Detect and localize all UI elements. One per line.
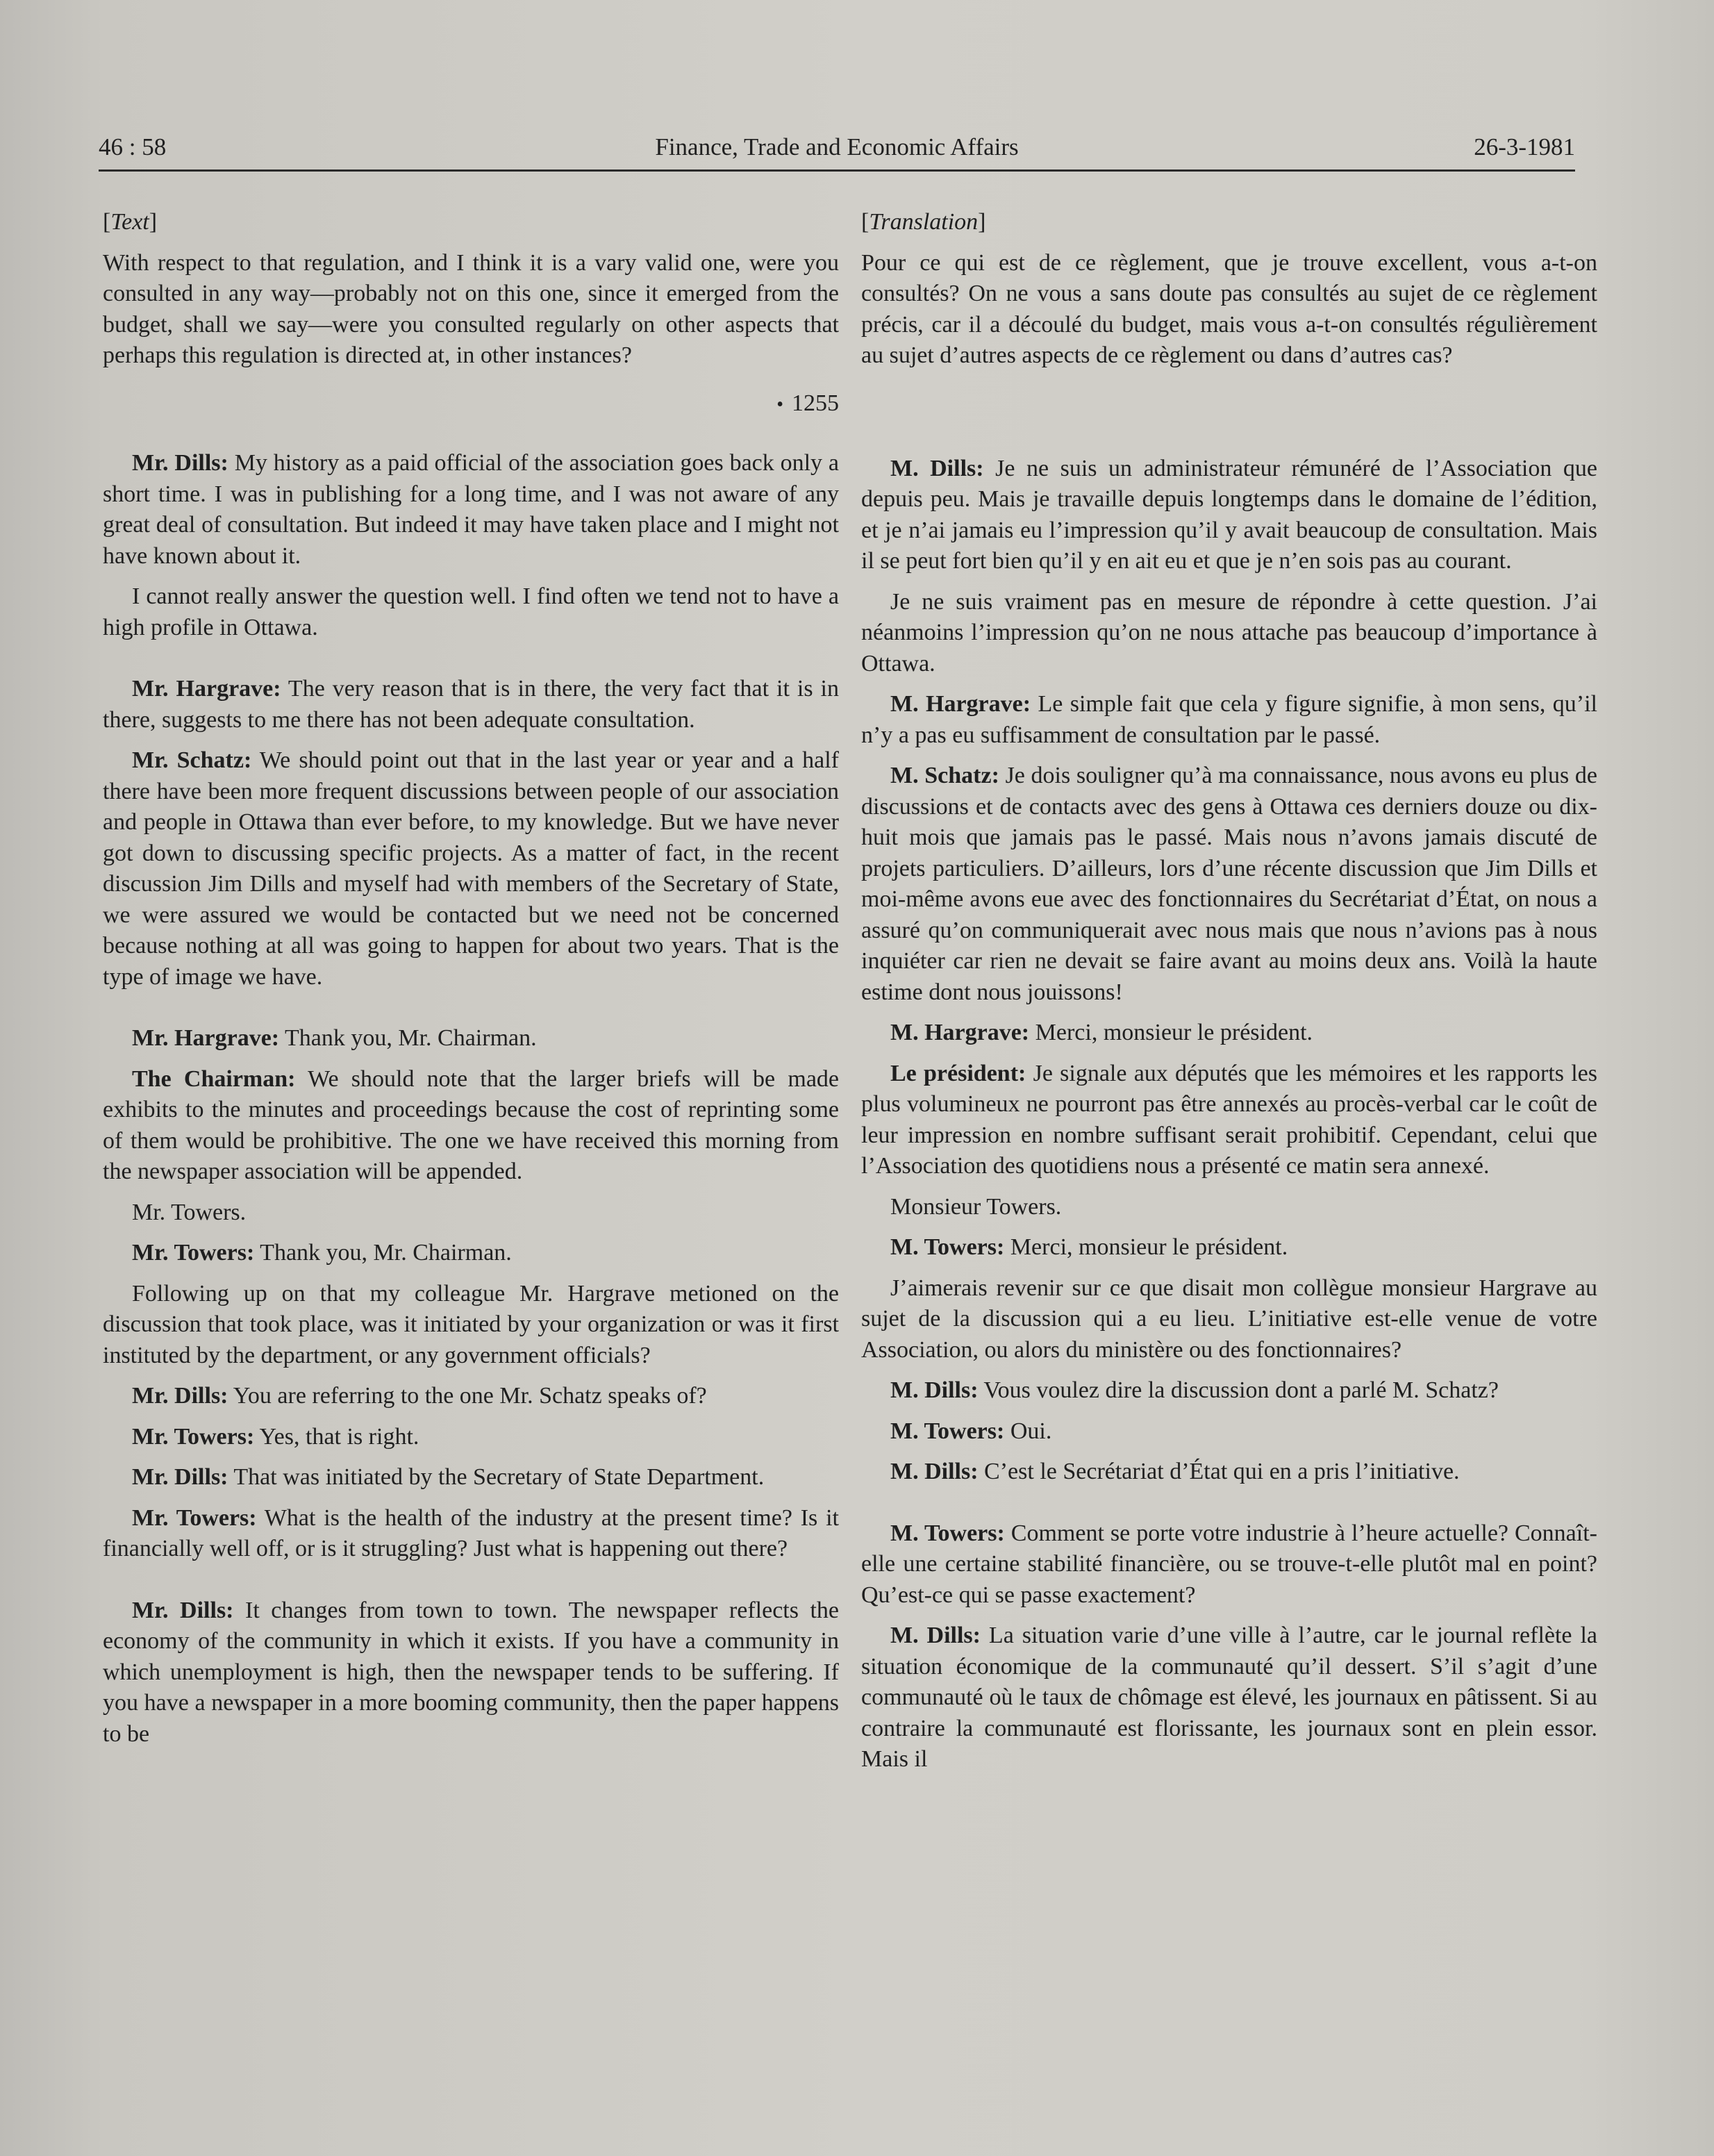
paragraph <box>103 1381 839 1412</box>
paragraph <box>861 1375 1597 1407</box>
paragraph: Monsieur Towers. <box>890 1193 1062 1220</box>
speaker-name: Mr. Dills: <box>132 1597 234 1623</box>
speaker-name: M. Hargrave: <box>890 691 1031 717</box>
speech-text: Thank you, Mr. Chairman. <box>279 1025 537 1051</box>
paragraph <box>861 1457 1597 1488</box>
speech-text: Merci, monsieur le président. <box>1004 1234 1288 1260</box>
paragraph: Je ne suis vraiment pas en mesure de répondre à cette question. J’ai néanmoins l’impression qu’on ne nous attache pas beaucoup d’importance à Ottawa. <box>861 588 1597 677</box>
paragraph <box>861 1416 1597 1448</box>
paragraph <box>103 1462 839 1493</box>
speech-text: You are referring to the one Mr. Schatz speaks of? <box>228 1383 707 1409</box>
speaker-name: Mr. Towers: <box>132 1423 255 1450</box>
speaker-name: M. Dills: <box>890 1459 979 1484</box>
paragraph <box>861 1620 1597 1775</box>
paragraph <box>861 1018 1597 1049</box>
section-tag: [Translation] <box>861 209 986 235</box>
paragraph: With respect to that regulation, and I think it is a vary valid one, were you consulted in any way—probably not on this one, since it emerged from the budget, shall we say—were you consulted regularly on other aspects that perhaps this regulation is directed at, in other instances? <box>103 249 839 368</box>
paragraph <box>861 1059 1597 1182</box>
speech-text: Oui. <box>1004 1418 1052 1444</box>
paragraph <box>103 1023 839 1054</box>
paragraph <box>103 448 839 572</box>
speech-text: Thank you, Mr. Chairman. <box>254 1240 512 1266</box>
speaker-name: Mr. Dills: <box>132 1383 228 1409</box>
paragraph: J’aimerais revenir sur ce que disait mon collègue monsieur Hargrave au sujet de la discussion qui a eu lieu. L’initiative est-elle venue de votre Association, ou alors du ministère ou des fonctionnaires? <box>861 1275 1597 1363</box>
speaker-name: Mr. Dills: <box>132 1464 228 1490</box>
speaker-name: M. Towers: <box>890 1520 1005 1546</box>
speaker-name: Mr. Hargrave: <box>132 1025 280 1051</box>
speech-text: Comment se porte votre industrie à l’heure actuelle? Connaît-elle une certaine stabilité financière, ou se trouve-t-elle plutôt mal en point? Qu’est-ce qui se passe exactement? <box>861 1520 1597 1608</box>
speech-text: My history as a paid official of the association goes back only a short time. I was in publishing for a long time, and I was not aware of any great deal of consultation. But indeed it may have taken place and I might not have known about it. <box>103 450 839 569</box>
speech-text: Je ne suis un administrateur rémunéré de l’Association que depuis peu. Mais je travaille depuis longtemps dans le domaine de l’édition, et je n’ai jamais eu l’impression qu’il y avait beaucoup de consultation. Mais il se peut fort bien qu’il y en ait eu et que je n’en sois pas au courant. <box>861 455 1597 574</box>
page-reference: 46 : 58 <box>99 133 167 160</box>
paragraph <box>103 1595 839 1750</box>
speech-text: Je dois souligner qu’à ma connaissance, nous avons eu plus de discussions et de contacts avec des gens à Ottawa ces derniers douze ou dix-huit mois que jamais pas le passé. Mais nous n’avons jamais discuté de projets particuliers. D’ailleurs, lors d’une récente discussion que Jim Dills et moi-même avons eue avec des fonctionnaires du Secrétariat d’État, on nous a assuré qu’on communiquerait avec nous mais que nous n’avions pas à nous inquiéter car rien ne devait se faire avant au moins deux ans. Voilà la haute estime dont nous jouissons! <box>861 763 1597 1005</box>
paragraph <box>103 674 839 736</box>
speech-text: C’est le Secrétariat d’État qui en a pris l’initiative. <box>978 1459 1460 1484</box>
speaker-name: Mr. Dills: <box>132 450 228 476</box>
speech-text: The very reason that is in there, the very fact that it is in there, suggests to me there has not been adequate consultation. <box>103 676 839 733</box>
speaker-name: Le président: <box>890 1060 1026 1086</box>
french-column <box>861 207 1597 1785</box>
speech-text: We should point out that in the last year or year and a half there have been more frequent discussions between people of our association and people in Ottawa than ever before, to my knowledge. But we have never got down to discussing specific projects. As a matter of fact, in the recent discussion Jim Dills and myself had with members of the Secretary of State, we were assured we would be contacted but we need not be concerned because nothing at all was going to happen for about two years. That is the type of image we have. <box>103 747 839 990</box>
speech-text: Le simple fait que cela y figure signifie, à mon sens, qu’il n’y a pas eu suffisamment de consultation par le passé. <box>861 691 1597 748</box>
section-tag-label: Translation <box>869 209 979 235</box>
english-column <box>103 207 839 1759</box>
paragraph: Mr. Towers. <box>132 1199 247 1225</box>
paragraph <box>861 1518 1597 1611</box>
speaker-name: M. Towers: <box>890 1418 1005 1444</box>
bullet-icon: • <box>776 393 783 415</box>
paragraph <box>103 745 839 993</box>
paragraph <box>103 1238 839 1269</box>
section-tag: [Text] <box>103 209 158 235</box>
speaker-name: M. Hargrave: <box>890 1020 1030 1045</box>
paragraph <box>103 1422 839 1453</box>
speaker-name: M. Schatz: <box>890 763 999 788</box>
speaker-name: M. Towers: <box>890 1234 1005 1260</box>
speech-text: That was initiated by the Secretary of State Department. <box>228 1464 765 1490</box>
paragraph <box>103 1503 839 1565</box>
speaker-name: The Chairman: <box>132 1065 296 1092</box>
speaker-name: M. Dills: <box>890 455 984 481</box>
paragraph <box>861 689 1597 751</box>
timecode-value: 1255 <box>792 390 839 416</box>
timecode <box>103 388 839 421</box>
sitting-date: 26-3-1981 <box>1474 133 1575 160</box>
speaker-name: M. Dills: <box>890 1377 979 1403</box>
paragraph <box>103 1064 839 1188</box>
speaker-name: Mr. Hargrave: <box>132 676 281 702</box>
speaker-name: M. Dills: <box>890 1623 981 1648</box>
speaker-name: Mr. Schatz: <box>132 747 252 773</box>
speech-text: Je signale aux députés que les mémoires et les rapports les plus volumineux ne pourront pas être annexés au procès-verbal car le coût de leur impression en nombre suffisant serait prohibitif. Cependant, celui que l’Association des quotidiens nous a présenté ce matin sera annexé. <box>861 1060 1598 1179</box>
speech-text: Merci, monsieur le président. <box>1029 1020 1313 1045</box>
paragraph <box>861 1232 1597 1263</box>
speech-text: What is the health of the industry at the present time? Is it financially well off, or is it struggling? Just what is happening out there? <box>103 1504 839 1561</box>
speaker-name: Mr. Towers: <box>132 1240 255 1266</box>
paragraph: Following up on that my colleague Mr. Hargrave metioned on the discussion that took place, was it initiated by your organization or was it first instituted by the department, or any government officials? <box>103 1280 839 1368</box>
speech-text: Vous voulez dire la discussion dont a parlé M. Schatz? <box>978 1377 1499 1403</box>
paragraph: I cannot really answer the question well. I find often we tend not to have a high profile in Ottawa. <box>103 583 839 640</box>
speech-text: We should note that the larger briefs will be made exhibits to the minutes and proceedings because the cost of reprinting some of them would be prohibitive. The one we have received this morning from the newspaper association will be appended. <box>103 1065 840 1184</box>
speech-text: La situation varie d’une ville à l’autre, car le journal reflète la situation économique de la communauté qu’il dessert. S’il s’agit d’une communauté où le taux de chômage est élevé, les journaux en pâtissent. Si au contraire la communauté est florissante, les journaux sont en plein essor. Mais il <box>861 1623 1597 1772</box>
paragraph: Pour ce qui est de ce règlement, que je trouve excellent, vous a-t-on consultés? On ne vous a sans doute pas consultés au sujet de ce règlement précis, car il a découlé du budget, mais vous a-t-on consultés régulièrement au sujet d’autres aspects de ce règlement ou dans d’autres cas? <box>861 249 1597 368</box>
speaker-name: Mr. Towers: <box>132 1504 257 1531</box>
speech-text: Yes, that is right. <box>254 1423 419 1450</box>
paragraph <box>861 454 1597 577</box>
committee-title: Finance, Trade and Economic Affairs <box>655 133 1019 160</box>
speech-text: It changes from town to town. The newspaper reflects the economy of the community in which it exists. If you have a community in which unemployment is high, then the newspaper tends to be suffering. If you have a newspaper in a more booming community, then the paper happens to be <box>103 1597 839 1747</box>
running-header <box>99 133 1575 172</box>
section-tag-label: Text <box>110 209 149 235</box>
paragraph <box>861 761 1597 1008</box>
